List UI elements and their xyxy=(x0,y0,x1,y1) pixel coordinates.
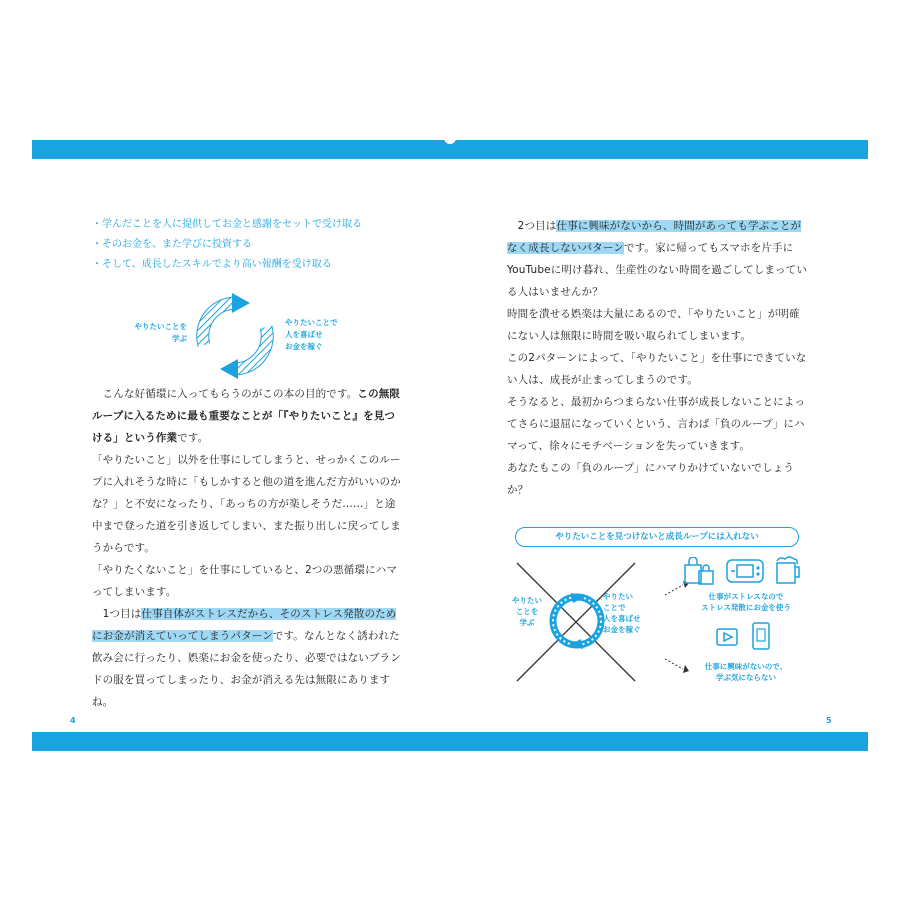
diagram-label-line: 人を喜ばせ xyxy=(603,614,641,623)
cycle-left-label-line: やりたいことを xyxy=(134,322,187,331)
paragraph xyxy=(92,383,402,449)
paragraph-text: です。なんとなく誘われた飲み会に行ったり、娯楽にお金を使ったり、必要ではないブランドの服を買ってしまったり、お金が消える先は無限にありますね。 xyxy=(92,630,401,708)
paragraph xyxy=(507,391,807,457)
paragraph-text: 「やりたくないこと」を仕事にしていると、2つの悪循環にハマってしまいます。 xyxy=(92,564,398,598)
right-page xyxy=(507,215,807,685)
paragraph xyxy=(507,347,807,391)
paragraph-text: です。家に帰ってもスマホを片手にYouTubeに明け暮れ、生産性のない時間を過ごしてしまっている人はいませんか？ xyxy=(507,242,807,298)
diagram-label-line: やりたい xyxy=(603,592,633,601)
paragraph-text: 「やりたいこと」以外を仕事にしてしまうと、せっかくこのループに入れそうな時に「もしかすると他の道を進んだ方がいいのかな？」と不安になったり、「あっちの方が楽しそうだ……」と途中まで登った道を引き返してしまい、また振り出しに戻ってしまうからです。 xyxy=(92,454,401,554)
cycle-left-label-line: 学ぶ xyxy=(172,334,187,343)
bullet-list xyxy=(92,215,402,275)
paragraph-text: 時間を潰せる娯楽は大量にあるので、「やりたいこと」が明確にない人は無限に時間を吸い取られてしまいます。 xyxy=(507,308,800,342)
paragraph xyxy=(92,603,402,713)
cycle-right-label-line: やりたいことで xyxy=(285,318,338,327)
growth-cycle-diagram xyxy=(92,291,402,383)
diagram-label-line: お金を稼ぐ xyxy=(603,625,641,634)
bullet-item: ・そして、成長したスキルでより高い報酬を受け取る xyxy=(92,259,332,270)
result-no-learning xyxy=(691,661,801,683)
game-controller-icon xyxy=(725,557,765,585)
highlighted-text: 仕事自体がストレスだから、そのストレス発散のためにお金が消えていってしまうパターン xyxy=(92,608,397,642)
paragraph xyxy=(507,303,807,347)
highlighted-text: 仕事に興味がないから、時間があっても学ぶことがなく成長しないパターン xyxy=(507,220,802,254)
paragraph-text: この2パターンによって、「やりたいこと」を仕事にできていない人は、成長が止まってしまうのです。 xyxy=(507,352,807,386)
diagram-label-line: 学ぶ xyxy=(519,618,535,627)
result-line: 仕事がストレスなので xyxy=(708,592,784,601)
cycle-arrows-icon xyxy=(192,293,278,379)
diagram-label-line: ことを xyxy=(515,607,539,616)
paragraph-text: あなたもこの「負のループ」にハマりかけていないでしょうか？ xyxy=(507,462,795,496)
paragraph-text: 2つ目は xyxy=(507,220,557,232)
beer-mug-icon xyxy=(773,555,803,587)
diagram-label-line: ことで xyxy=(603,603,626,612)
paragraph-text: です。 xyxy=(177,432,209,444)
right-page-number: 5 xyxy=(826,716,832,725)
cycle-right-label-line: お金を稼ぐ xyxy=(285,342,323,351)
result-line: 学ぶ気にならない xyxy=(716,673,776,682)
paragraph xyxy=(507,457,807,501)
diagram-left-label xyxy=(507,595,547,628)
left-page-number: 4 xyxy=(70,716,76,725)
paragraph-text: こんな好循環に入ってもらうのがこの本の目的です。 xyxy=(92,388,358,400)
paragraph-text: 1つ目は xyxy=(92,608,142,620)
paragraph xyxy=(92,449,402,559)
cycle-left-label xyxy=(117,321,187,345)
paragraph xyxy=(92,559,402,603)
result-line: ストレス発散にお金を使う xyxy=(701,603,791,612)
negative-loop-diagram xyxy=(507,555,807,685)
paragraph xyxy=(507,215,807,303)
bullet-item: ・そのお金を、また学びに投資する xyxy=(92,239,252,250)
diagram-label-line: やりたい xyxy=(512,596,542,605)
video-play-icon xyxy=(715,625,739,649)
result-line: 仕事に興味がないので、 xyxy=(704,662,788,671)
result-stress-spending xyxy=(691,591,801,613)
diagram-right-label xyxy=(603,591,657,635)
diagram-title-pill: やりたいことを見つけないと成長ループには入れない xyxy=(515,527,799,547)
bottom-color-band xyxy=(32,732,868,751)
cycle-right-label-line: 人を喜ばせ xyxy=(285,330,323,339)
cycle-right-label xyxy=(285,317,365,353)
paragraph-text: そうなると、最初からつまらない仕事が成長しないことによってさらに退屈になっていくという、言わば「負のループ」にハマって、徐々にモチベーションを失っていきます。 xyxy=(507,396,806,452)
smartphone-icon xyxy=(751,621,771,651)
shopping-bags-icon xyxy=(683,557,717,587)
left-page xyxy=(92,215,402,713)
bullet-item: ・学んだことを人に提供してお金と感謝をセットで受け取る xyxy=(92,219,362,230)
bold-text: この無限ループに入るために最も重要なことが「『やりたいこと』を見つける」という作業 xyxy=(92,388,401,444)
